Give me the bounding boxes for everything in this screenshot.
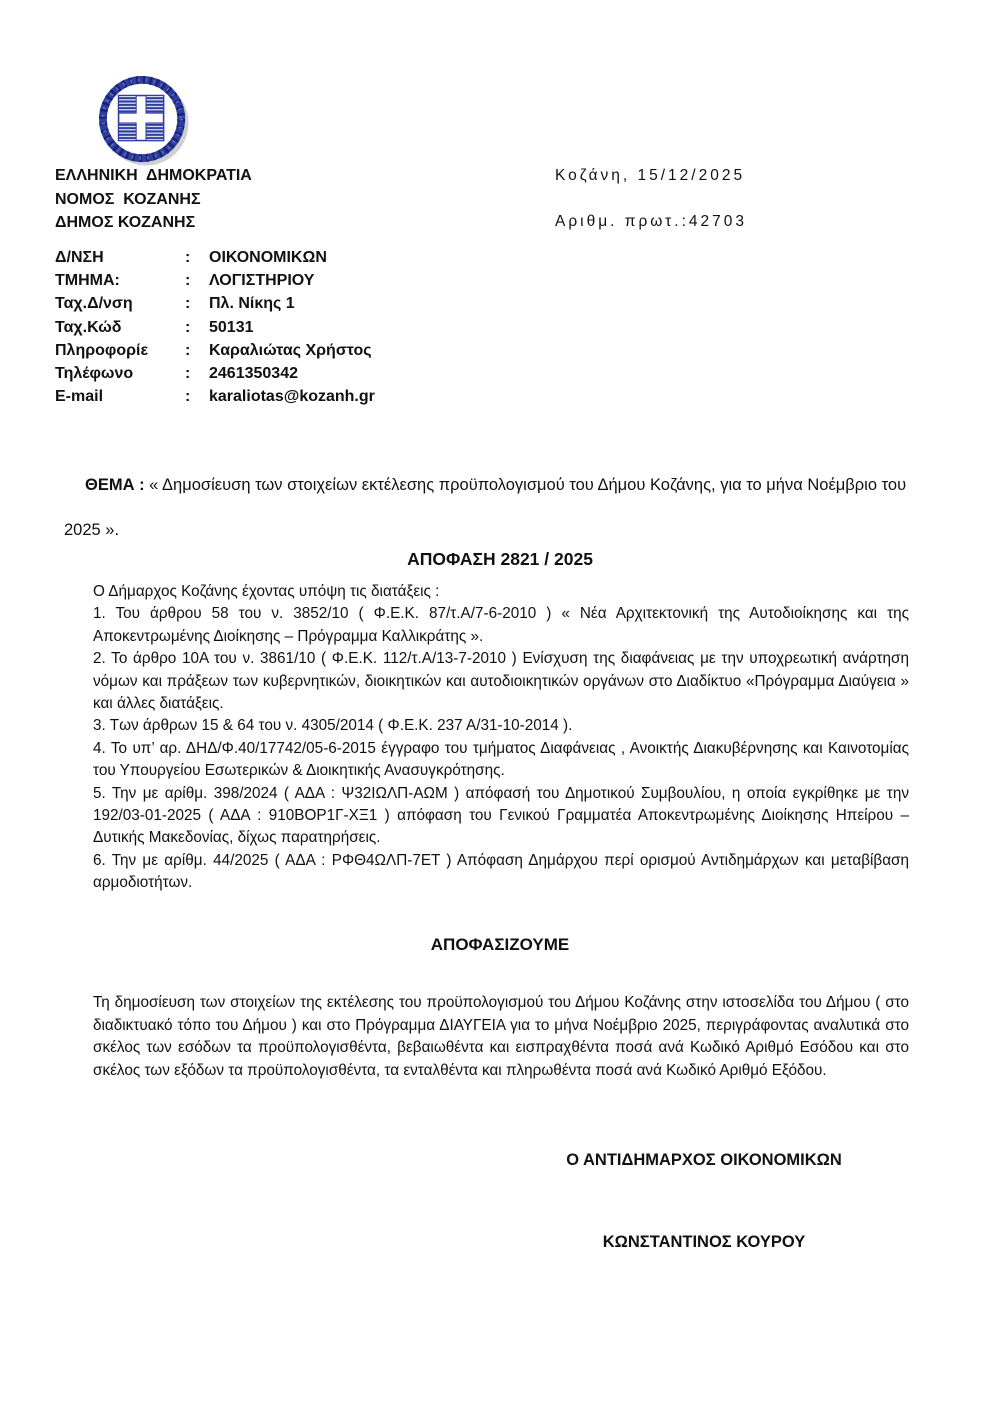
contact-separator: : <box>185 295 191 313</box>
protocol-number: Αριθμ. πρωτ.:42703 <box>555 213 747 230</box>
decision-item: 2. Το άρθρο 10Α του ν. 3861/10 ( Φ.Ε.Κ. 112/τ.Α/13-7-2010 ) Ενίσχυση της διαφάνειας με την υποχρεωτική ανάρτηση νόμων και πράξεων των κυβερνητικών, διοικητικών και αυτοδιοικητικών οργάνων στο Διαδίκτυο «Πρόγραμμα Διαύγεια » και άλλες διατάξεις. <box>93 650 909 713</box>
contact-value: Καραλιώτας Χρήστος <box>209 341 372 359</box>
subject-text: « Δημοσίευση των στοιχείων εκτέλεσης προϋπολογισμού του Δήμου Κοζάνης, για το μήνα Νοέμβριο του 2025 ». <box>64 475 907 539</box>
decision-item: 6. Την με αρίθμ. 44/2025 ( ΑΔΑ : ΡΦΘ4ΩΛΠ-7ΕΤ ) Απόφαση Δημάρχου περί ορισμού Αντιδημάρχων και μεταβίβαση αρμοδιοτήτων. <box>93 851 909 892</box>
contact-row-phone <box>55 365 375 388</box>
contact-separator: : <box>185 249 191 266</box>
contact-value: ΟΙΚΟΝΟΜΙΚΩΝ <box>209 249 327 266</box>
org-line-republic: ΕΛΛΗΝΙΚΗ ΔΗΜΟΚΡΑΤΙΑ <box>55 167 252 184</box>
decision-intro: Ο Δήμαρχος Κοζάνης έχοντας υπόψη τις διατάξεις : <box>93 583 440 600</box>
signatory-name: ΚΩΝΣΤΑΝΤΙΝΟΣ ΚΟΥΡΟΥ <box>602 1233 806 1251</box>
contact-value: ΛΟΓΙΣΤΗΡΙΟΥ <box>209 272 315 290</box>
greek-coat-of-arms-icon <box>96 74 194 166</box>
contact-row-postal-code <box>55 319 375 342</box>
resolution-title: ΑΠΟΦΑΣΙΖΟΥΜΕ <box>430 935 570 954</box>
decision-title: ΑΠΟΦΑΣΗ 2821 / 2025 <box>407 549 593 569</box>
contact-label: Ταχ.Δ/νση <box>55 295 133 313</box>
contact-row-department <box>55 272 375 295</box>
signature-block <box>454 1151 954 1252</box>
contact-label: E-mail <box>55 388 104 406</box>
decision-item: 1. Του άρθρου 58 του ν. 3852/10 ( Φ.Ε.Κ. 87/τ.Α/7-6-2010 ) « Νέα Αρχιτεκτονική της Αυτοδιοίκησης και της Αποκεντρωμένης Διοίκησης – Πρόγραμμα Καλλικράτης ». <box>93 605 909 645</box>
org-line-municipality: ΔΗΜΟΣ ΚΟΖΑΝΗΣ <box>55 214 196 231</box>
org-line-prefecture: ΝΟΜΟΣ ΚΟΖΑΝΗΣ <box>55 190 201 208</box>
decision-item: 4. Το υπ’ αρ. ΔΗΔ/Φ.40/17742/05-6-2015 έγγραφο του τμήματος Διαφάνειας , Ανοικτής Διακυβέρνησης και Καινοτομίας του Υπουργείου Εσωτερικών & Διοικητικής Ανασυγκρότησης. <box>93 739 909 780</box>
contact-value: 2461350342 <box>209 364 298 382</box>
contact-row-address <box>55 295 375 318</box>
contact-value: 50131 <box>209 318 254 336</box>
contact-separator: : <box>185 364 191 382</box>
contact-value: karaliotas@kozanh.gr <box>209 388 375 406</box>
decision-item: 3. Των άρθρων 15 & 64 του ν. 4305/2014 ( Φ.Ε.Κ. 237 Α/31-10-2014 ). <box>93 717 573 735</box>
contact-row-email <box>55 388 375 411</box>
contact-value: Πλ. Νίκης 1 <box>209 295 295 313</box>
contact-row-directorate <box>55 249 375 272</box>
subject-paragraph <box>64 463 912 553</box>
place-and-date: Κοζάνη, 15/12/2025 <box>555 167 746 184</box>
contact-separator: : <box>185 341 191 359</box>
contact-label: Πληροφορίε <box>55 341 149 359</box>
contact-row-information <box>55 342 375 365</box>
contact-info <box>55 249 375 411</box>
contact-separator: : <box>185 272 191 290</box>
resolution-paragraph: Τη δημοσίευση των στοιχείων της εκτέλεσης του προϋπολογισμού του Δήμου Κοζάνης στην ιστοσελίδα του Δήμου ( στο διαδικτυακό τόπο του Δήμου ) και στο Πρόγραμμα ΔΙΑΥΓΕΙΑ για το μήνα Νοέμβριο 2025, περιγράφοντας αναλυτικά στο σκέλος των εσόδων τα προϋπολογισθέντα, βεβαιωθέντα και εισπραχθέντα ποσά ανά Κωδικό Αριθμό Εσόδου και στο σκέλος των εξόδων τα προϋπολογισθέντα, τα ενταλθέντα και πληρωθέντα ποσά ανά Κωδικό Αριθμό Εξόδου. <box>93 994 909 1079</box>
contact-label: Τηλέφωνο <box>55 364 134 382</box>
contact-label: Δ/ΝΣΗ <box>55 249 104 266</box>
org-header <box>55 164 252 235</box>
contact-separator: : <box>185 388 191 406</box>
subject-label: ΘΕΜΑ : <box>85 475 145 494</box>
contact-label: Ταχ.Κώδ <box>55 318 122 336</box>
decision-item: 5. Την με αρίθμ. 398/2024 ( ΑΔΑ : Ψ32ΙΩΛΠ-ΑΩΜ ) απόφασή του Δημοτικού Συμβουλίου, η οποία εγκρίθηκε με την 192/03-01-2025 ( ΑΔΑ : 910ΒΟΡ1Γ-ΧΞ1 ) απόφαση του Γενικού Γραμματέα Αποκεντρωμένης Διοίκησης Ηπείρου – Δυτικής Μακεδονίας, δίχως παρατηρήσεις. <box>93 784 909 847</box>
contact-label: ΤΜΗΜΑ: <box>55 272 120 290</box>
contact-separator: : <box>185 318 191 336</box>
signatory-title: Ο ΑΝΤΙΔΗΜΑΡΧΟΣ ΟΙΚΟΝΟΜΙΚΩΝ <box>566 1151 842 1169</box>
decision-body <box>93 581 909 895</box>
